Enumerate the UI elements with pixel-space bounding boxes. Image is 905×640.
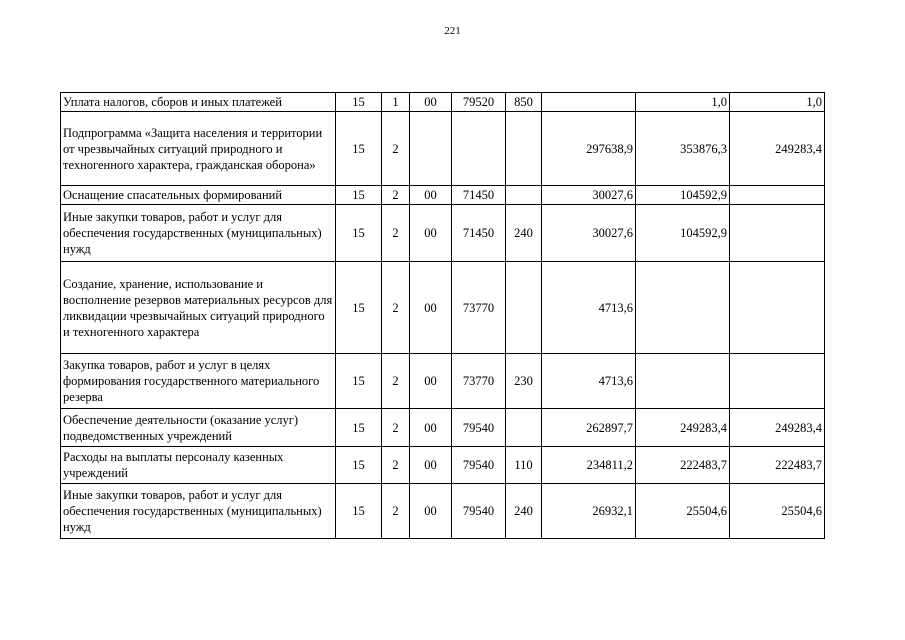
value-1: 262897,7 <box>542 409 636 447</box>
code-4: 71450 <box>452 205 506 262</box>
code-3: 00 <box>410 186 452 205</box>
value-2: 249283,4 <box>636 409 730 447</box>
table-row <box>61 409 825 447</box>
row-name: Расходы на выплаты персоналу казенных учреждений <box>61 447 336 484</box>
code-3: 00 <box>410 447 452 484</box>
table-row <box>61 112 825 186</box>
code-3: 00 <box>410 205 452 262</box>
code-4: 79520 <box>452 93 506 112</box>
value-1 <box>542 93 636 112</box>
code-2: 2 <box>382 205 410 262</box>
code-1: 15 <box>336 262 382 354</box>
value-2: 25504,6 <box>636 484 730 539</box>
code-5 <box>506 262 542 354</box>
page-number: 221 <box>444 25 461 37</box>
value-1: 234811,2 <box>542 447 636 484</box>
code-2: 2 <box>382 186 410 205</box>
value-2 <box>636 354 730 409</box>
row-name: Подпрограмма «Защита населения и территории от чрезвычайных ситуаций природного и техногенного характера, гражданская оборона» <box>61 112 336 186</box>
value-1: 30027,6 <box>542 186 636 205</box>
budget-table <box>60 92 825 539</box>
row-name: Создание, хранение, использование и восполнение резервов материальных ресурсов для ликвидации чрезвычайных ситуаций природного и техногенного характера <box>61 262 336 354</box>
table-row <box>61 93 825 112</box>
code-2: 2 <box>382 354 410 409</box>
code-5: 240 <box>506 484 542 539</box>
table-row <box>61 484 825 539</box>
row-name: Закупка товаров, работ и услуг в целях формирования государственного материального резерва <box>61 354 336 409</box>
row-name: Обеспечение деятельности (оказание услуг) подведомственных учреждений <box>61 409 336 447</box>
value-2 <box>636 262 730 354</box>
table-row <box>61 354 825 409</box>
code-1: 15 <box>336 112 382 186</box>
code-3: 00 <box>410 409 452 447</box>
code-2: 2 <box>382 409 410 447</box>
value-3: 222483,7 <box>730 447 825 484</box>
value-2: 1,0 <box>636 93 730 112</box>
row-name: Оснащение спасательных формирований <box>61 186 336 205</box>
code-4: 79540 <box>452 409 506 447</box>
code-2: 2 <box>382 447 410 484</box>
code-5: 240 <box>506 205 542 262</box>
value-1: 297638,9 <box>542 112 636 186</box>
code-1: 15 <box>336 93 382 112</box>
code-5: 110 <box>506 447 542 484</box>
code-4 <box>452 112 506 186</box>
code-1: 15 <box>336 186 382 205</box>
code-5 <box>506 112 542 186</box>
table-row <box>61 262 825 354</box>
code-3 <box>410 112 452 186</box>
code-1: 15 <box>336 205 382 262</box>
code-5: 850 <box>506 93 542 112</box>
code-2: 2 <box>382 262 410 354</box>
value-2: 104592,9 <box>636 205 730 262</box>
value-2: 353876,3 <box>636 112 730 186</box>
value-1: 26932,1 <box>542 484 636 539</box>
table-row <box>61 447 825 484</box>
value-3: 249283,4 <box>730 409 825 447</box>
value-3 <box>730 205 825 262</box>
code-2: 1 <box>382 93 410 112</box>
value-2: 104592,9 <box>636 186 730 205</box>
code-3: 00 <box>410 484 452 539</box>
code-2: 2 <box>382 112 410 186</box>
code-4: 73770 <box>452 262 506 354</box>
value-3: 1,0 <box>730 93 825 112</box>
value-1: 4713,6 <box>542 262 636 354</box>
value-1: 4713,6 <box>542 354 636 409</box>
code-3: 00 <box>410 262 452 354</box>
code-2: 2 <box>382 484 410 539</box>
value-1: 30027,6 <box>542 205 636 262</box>
code-1: 15 <box>336 354 382 409</box>
code-4: 71450 <box>452 186 506 205</box>
code-4: 73770 <box>452 354 506 409</box>
value-3: 25504,6 <box>730 484 825 539</box>
code-3: 00 <box>410 354 452 409</box>
code-1: 15 <box>336 409 382 447</box>
row-name: Иные закупки товаров, работ и услуг для обеспечения государственных (муниципальных) нужд <box>61 205 336 262</box>
code-4: 79540 <box>452 447 506 484</box>
value-3 <box>730 186 825 205</box>
row-name: Уплата налогов, сборов и иных платежей <box>61 93 336 112</box>
table-row <box>61 186 825 205</box>
row-name: Иные закупки товаров, работ и услуг для обеспечения государственных (муниципальных) нужд <box>61 484 336 539</box>
code-5 <box>506 409 542 447</box>
code-1: 15 <box>336 447 382 484</box>
code-4: 79540 <box>452 484 506 539</box>
code-3: 00 <box>410 93 452 112</box>
value-3 <box>730 262 825 354</box>
value-2: 222483,7 <box>636 447 730 484</box>
value-3: 249283,4 <box>730 112 825 186</box>
value-3 <box>730 354 825 409</box>
code-5: 230 <box>506 354 542 409</box>
table-row <box>61 205 825 262</box>
code-5 <box>506 186 542 205</box>
code-1: 15 <box>336 484 382 539</box>
